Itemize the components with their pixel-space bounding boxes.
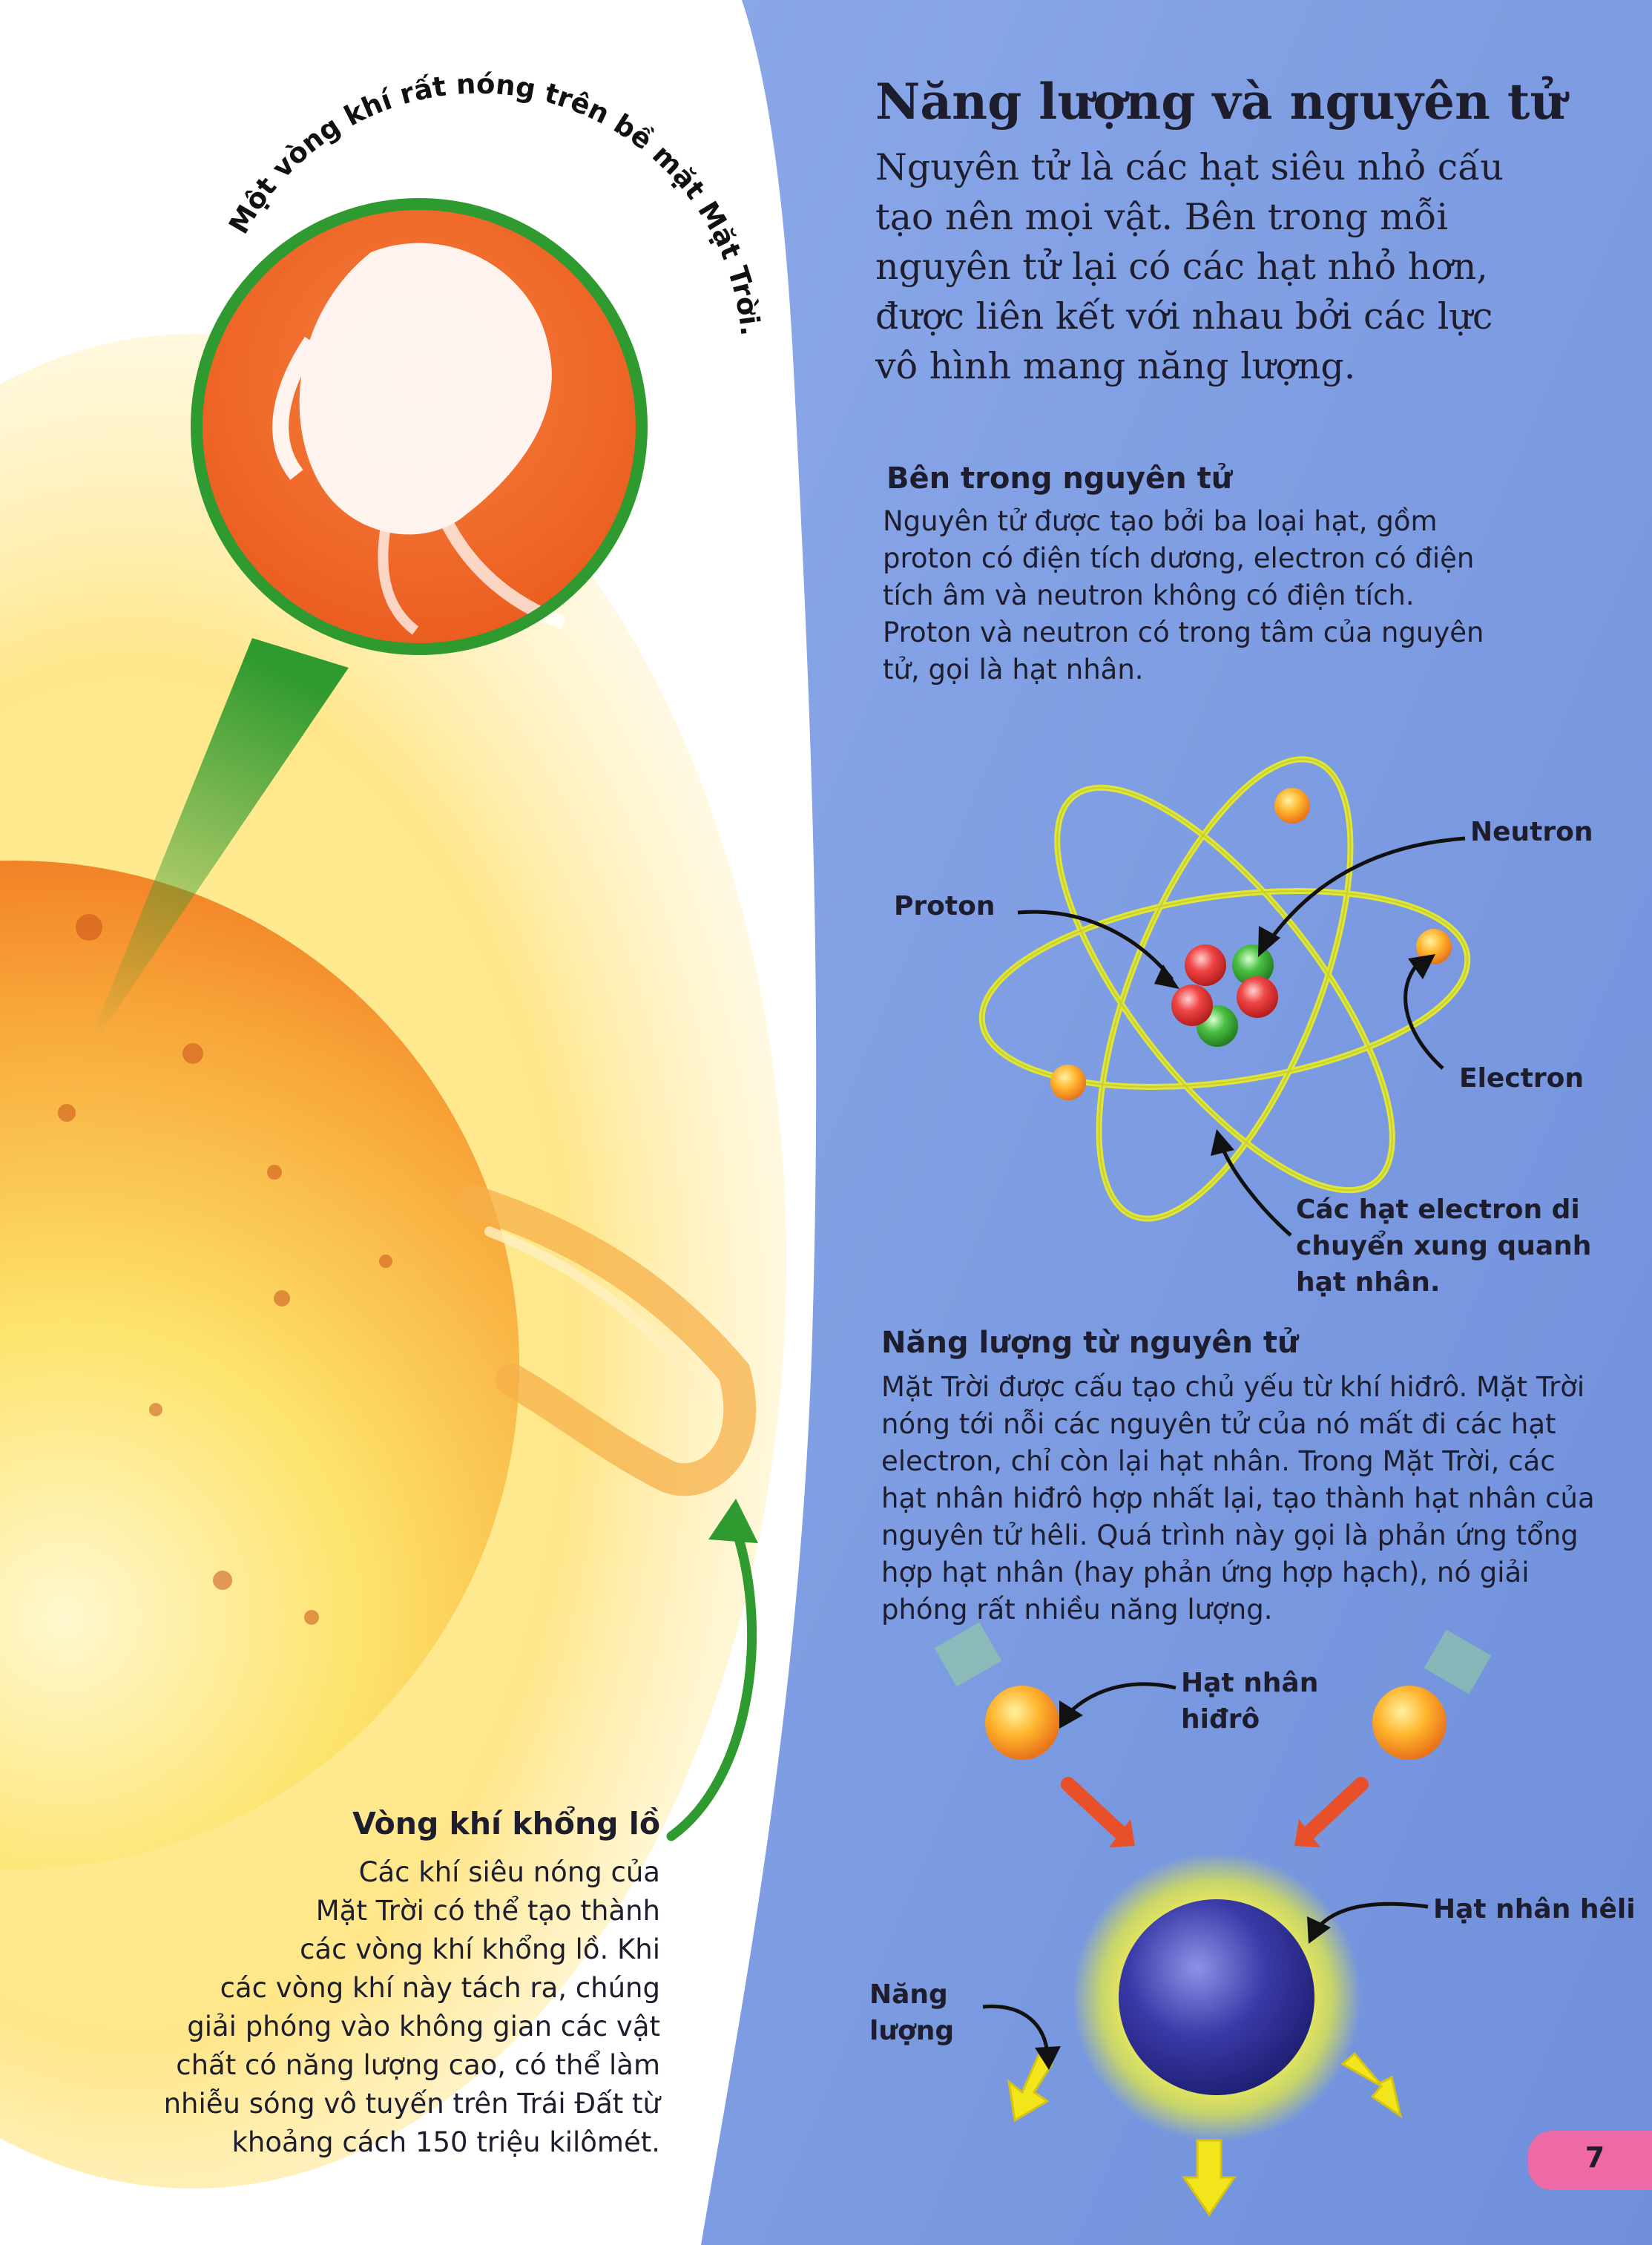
proton-ball <box>1237 976 1278 1018</box>
energy-label-line2: lượng <box>869 2016 955 2046</box>
inset-caption: Một vòng khí rất nóng trên bề mặt Mặt Trời. <box>223 68 767 338</box>
intro-paragraph: Nguyên tử là các hạt siêu nhỏ cấu tạo nên mọi vật. Bên trong mỗi nguyên tử lại có các hạt nhỏ hơn, được liên kết với nhau bởi các lực vô hình mang năng lượng. <box>875 146 1504 387</box>
neutron-label: Neutron <box>1470 817 1593 847</box>
electron-ball <box>1274 788 1310 824</box>
orbit-label-line3: hạt nhân. <box>1296 1267 1441 1298</box>
fusion-body: Mặt Trời được cấu tạo chủ yếu từ khí hiđrô. Mặt Trời nóng tới nỗi các nguyên tử của nó mất đi các hạt electron, chỉ còn lại hạt nhân. Trong Mặt Trời, các hạt nhân hiđrô hợp nhất lại, tạo thành hạt nhân của nguyên tử hêli. Quá trình này gọi là phản ứng tổng hợp hạt nhân (hay phản ứng hợp hạch), nó giải phóng rất nhiều năng lượng. <box>881 1371 1595 1626</box>
energy-label-line1: Năng <box>869 1979 948 2010</box>
orbit-label-line2: chuyển xung quanh <box>1296 1231 1592 1261</box>
orbit-label-line1: Các hạt electron di <box>1296 1194 1580 1225</box>
proton-label: Proton <box>894 891 996 921</box>
page-title: Năng lượng và nguyên tử <box>875 73 1566 131</box>
loop-body-line: Mặt Trời có thể tạo thành <box>315 1895 660 1927</box>
loop-body-line: khoảng cách 150 triệu kilômét. <box>231 2126 660 2158</box>
hydrogen-nucleus-right <box>1372 1686 1447 1760</box>
atom-body: Nguyên tử được tạo bởi ba loại hạt, gồm proton có điện tích dương, electron có điện tích âm và neutron không có điện tích. Proton và neutron có trong tâm của nguyên tử, gọi là hạt nhân. <box>883 505 1484 686</box>
page-number: 7 <box>1584 2141 1605 2174</box>
loop-body-line: Các khí siêu nóng của <box>358 1856 660 1888</box>
hydrogen-label-line2: hiđrô <box>1181 1704 1260 1735</box>
proton-ball <box>1171 985 1213 1026</box>
loop-body-line: chất có năng lượng cao, có thể làm <box>176 2049 660 2081</box>
helium-label: Hạt nhân hêli <box>1433 1894 1636 1924</box>
electron-ball <box>1050 1065 1086 1100</box>
loop-body-line: nhiễu sóng vô tuyến trên Trái Đất từ <box>163 2088 660 2120</box>
hydrogen-label-line1: Hạt nhân <box>1181 1668 1319 1698</box>
fusion-heading: Năng lượng từ nguyên tử <box>881 1326 1299 1360</box>
loop-heading: Vòng khí khổng lồ <box>352 1806 660 1841</box>
proton-ball <box>1185 944 1226 986</box>
loop-body-line: các vòng khí khổng lồ. Khi <box>300 1933 660 1965</box>
hydrogen-nucleus-left <box>985 1686 1059 1760</box>
loop-body-line: các vòng khí này tách ra, chúng <box>220 1972 660 2004</box>
helium-nucleus <box>1119 1899 1314 2095</box>
atom-heading: Bên trong nguyên tử <box>886 461 1233 496</box>
electron-label: Electron <box>1459 1063 1584 1094</box>
loop-body-line: giải phóng vào không gian các vật <box>187 2011 660 2042</box>
